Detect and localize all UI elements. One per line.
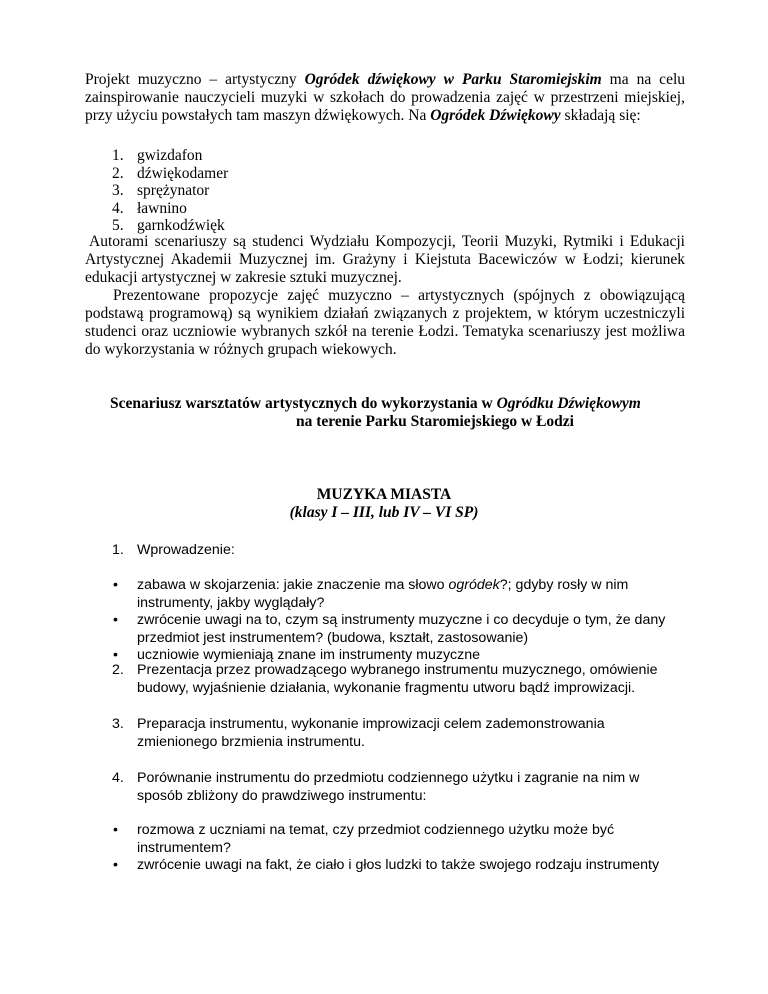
list-item bbox=[112, 147, 412, 165]
heading-line-2: na terenie Parku Staromiejskiego w Łodzi bbox=[296, 413, 574, 430]
bullet-emphasis: ogródek bbox=[448, 577, 500, 593]
list-text: gwizdafon bbox=[137, 147, 203, 164]
step-number: 1. bbox=[112, 542, 124, 558]
project-name: Ogródek dźwiękowy w Parku Staromiejskim bbox=[304, 71, 602, 88]
list-item bbox=[112, 857, 687, 875]
step-text: Prezentacja przez prowadzącego wybranego instrumentu muzycznego, omówienie budowy, wyjaśnienie działania, wykonanie fragmentu utworu bądź improwizacji. bbox=[137, 662, 658, 696]
bullet-icon: • bbox=[113, 647, 118, 663]
heading-garden-name: Ogródku Dźwiękowym bbox=[496, 395, 641, 412]
bullet-text: ?; gdyby rosły w nim instrumenty, jakby wyglądały? bbox=[137, 577, 629, 611]
bullet-icon: • bbox=[113, 822, 118, 838]
proposal-paragraph: Prezentowane propozycje zajęć muzyczno – artystycznych (spójnych z obowiązującą podstawą programową) są wynikiem działań związanych z projektem, w którym uczestniczyli studenci oraz uczniowie wybranych szkół na terenie Łodzi. Tematyka scenariuszy jest możliwa do wykorzystania w różnych grupach wiekowych. bbox=[85, 287, 685, 358]
authors-section bbox=[85, 233, 685, 359]
list-text: dźwiękodamer bbox=[137, 164, 229, 182]
heading-line-1 bbox=[110, 395, 670, 413]
step-1 bbox=[112, 541, 687, 559]
bullet-icon: • bbox=[113, 577, 118, 593]
scenario-heading bbox=[110, 395, 670, 431]
step-3 bbox=[112, 715, 687, 751]
page-subtitle: (klasy I – III, lub IV – VI SP) bbox=[289, 504, 479, 521]
heading-text: Scenariusz warsztatów artystycznych do wykorzystania w bbox=[110, 395, 497, 412]
list-item bbox=[112, 200, 412, 218]
bullet-text: rozmowa z uczniami na temat, czy przedmiot codziennego użytku może być instrumentem? bbox=[137, 822, 615, 856]
list-number: 4. bbox=[112, 199, 124, 217]
page-title: MUZYKA MIASTA bbox=[316, 486, 452, 503]
intro-bullets bbox=[112, 577, 687, 665]
step-2 bbox=[112, 661, 687, 697]
step-text: Preparacja instrumentu, wykonanie improwizacji celem zademonstrowania zmienionego brzmienia instrumentu. bbox=[137, 716, 605, 750]
bullet-text: zwrócenie uwagi na to, czym są instrumenty muzyczne i co decyduje o tym, że dany przedmiot jest instrumentem? (budowa, kształt, zastosowanie) bbox=[137, 612, 666, 646]
intro-paragraph bbox=[85, 71, 685, 125]
bullet-text: zwrócenie uwagi na fakt, że ciało i głos ludzki to także swojego rodzaju instrumenty bbox=[137, 857, 660, 873]
comparison-bullets bbox=[112, 822, 687, 875]
title-block bbox=[0, 486, 768, 522]
bullet-icon: • bbox=[113, 857, 118, 873]
step-number: 2. bbox=[112, 662, 124, 678]
authors-paragraph: Autorami scenariuszy są studenci Wydziału Kompozycji, Teorii Muzyki, Rytmiki i Edukacji Artystycznej Akademii Muzycznej im. Grażyny i Kiejstuta Bacewiczów w Łodzi; kierunek edukacji artystycznej w zakresie sztuki muzycznej. bbox=[85, 233, 685, 286]
list-text: sprężynator bbox=[137, 182, 210, 200]
step-number: 3. bbox=[112, 716, 124, 732]
intro-text-1: Projekt muzyczno – artystyczny bbox=[85, 71, 305, 88]
step-text: Porównanie instrumentu do przedmiotu codziennego użytku i zagranie na nim w sposób zbliżony do prawdziwego instrumentu: bbox=[137, 770, 640, 804]
list-item bbox=[112, 612, 687, 647]
step-4 bbox=[112, 769, 687, 805]
intro-text-2: ma na celu zainspirowanie nauczycieli muzyki w szkołach do prowadzenia zajęć w przestrzeni miejskiej, przy użyciu powstałych tam maszyn dźwiękowych. Na bbox=[85, 71, 685, 124]
list-text: garnkodźwięk bbox=[137, 217, 225, 235]
intro-text-3: składają się: bbox=[560, 107, 641, 124]
list-number: 2. bbox=[112, 164, 124, 182]
list-item bbox=[112, 577, 687, 612]
list-text: ławnino bbox=[137, 199, 187, 217]
bullet-icon: • bbox=[113, 612, 118, 628]
garden-name: Ogródek Dźwiękowy bbox=[430, 107, 561, 124]
step-number: 4. bbox=[112, 770, 124, 786]
bullet-text: uczniowie wymieniają znane im instrumenty muzyczne bbox=[137, 647, 481, 663]
list-item bbox=[112, 165, 412, 183]
list-item bbox=[112, 182, 412, 200]
list-number: 5. bbox=[112, 217, 124, 235]
list-number: 3. bbox=[112, 182, 124, 200]
list-item bbox=[112, 822, 687, 857]
instrument-list bbox=[112, 147, 412, 235]
step-text: Wprowadzenie: bbox=[137, 542, 235, 558]
bullet-text: zabawa w skojarzenia: jakie znaczenie ma słowo bbox=[137, 577, 449, 593]
list-number: 1. bbox=[112, 147, 124, 164]
